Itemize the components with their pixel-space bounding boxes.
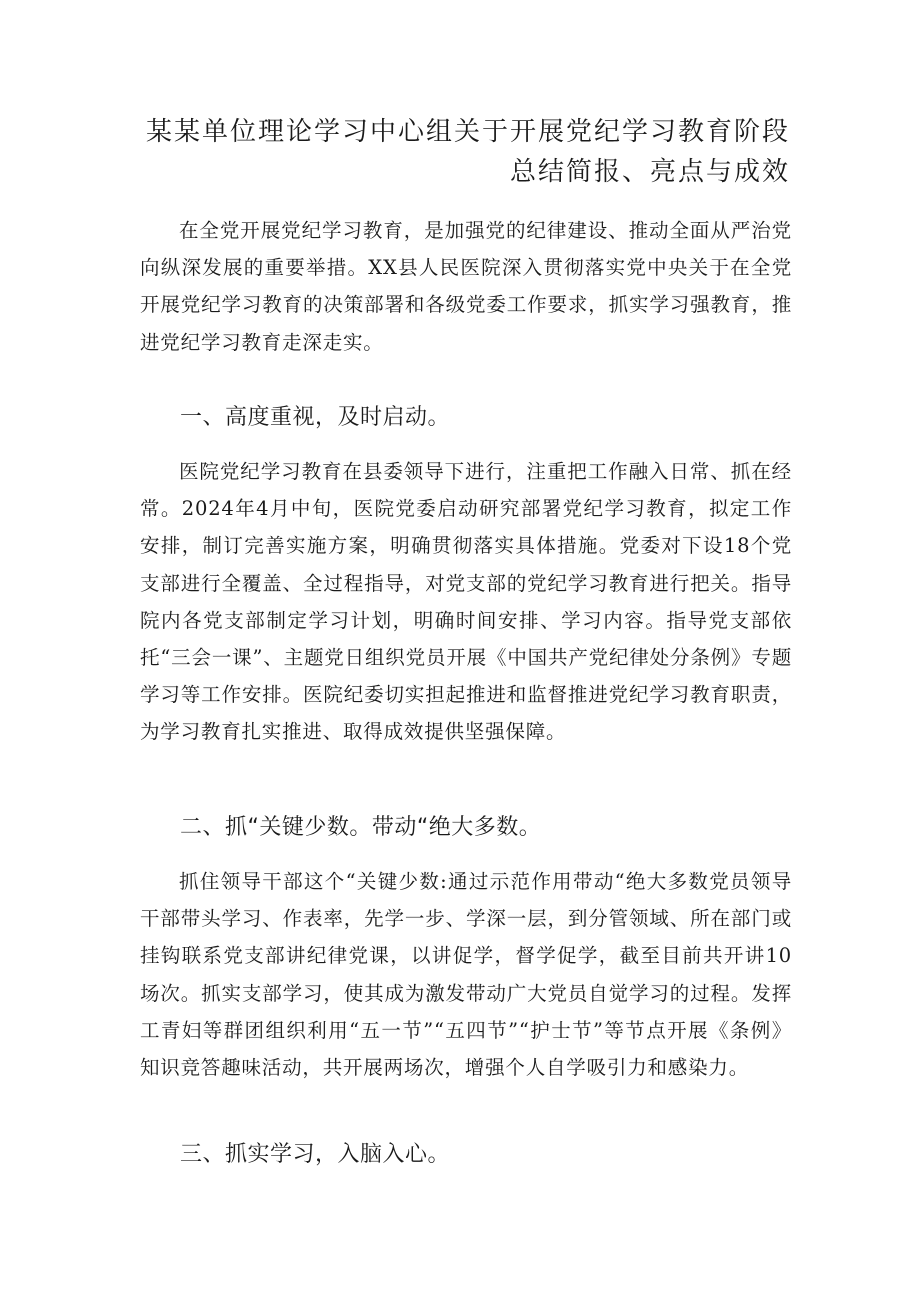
section-body-1: 医院党纪学习教育在县委领导下进行，注重把工作融入日常、抓在经常。2024年4月中旬，医院党委启动研究部署党纪学习教育，拟定工作安排，制订完善实施方案，明确贯彻落实具体措施。党委对下设18个党支部进行全覆盖、全过程指导，对党支部的党纪学习教育进行把关。指导院内各党支部制定学习计划，明确时间安排、学习内容。指导党支部依托“三会一课”、主题党日组织党员开展《中国共产党纪律处分条例》专题学习等工作安排。医院纪委切实担起推进和监督推进党纪学习教育职责，为学习教育扎实推进、取得成效提供坚强保障。 <box>140 460 792 744</box>
section-body-2: 抓住领导干部这个“关键少数:通过示范作用带动“绝大多数党员领导干部带头学习、作表率，先学一步、学深一层，到分管领域、所在部门或挂钩联系党支部讲纪律党课，以讲促学，督学促学，截至目前共开讲10场次。抓实支部学习，使其成为激发带动广大党员自觉学习的过程。发挥工青妇等群团组织利用“五一节”“五四节”“护士节”等节点开展《条例》知识竞答趣味活动，共开展两场次，增强个人自学吸引力和感染力。 <box>140 870 792 1080</box>
document-title: 某某单位理论学习中心组关于开展党纪学习教育阶段总结简报、亮点与成效 <box>145 117 790 187</box>
section-heading-3: 三、抓实学习，入脑入心。 <box>180 1142 451 1167</box>
intro-paragraph: 在全党开展党纪学习教育，是加强党的纪律建设、推动全面从严治党向纵深发展的重要举措。XX县人民医院深入贯彻落实党中央关于在全党开展党纪学习教育的决策部署和各级党委工作要求，抓实学习强教育，推进党纪学习教育走深走实。 <box>140 219 792 354</box>
section-heading-2: 二、抓“关键少数。带动“绝大多数。 <box>180 815 542 840</box>
section-heading-1: 一、高度重视，及时启动。 <box>180 405 451 430</box>
